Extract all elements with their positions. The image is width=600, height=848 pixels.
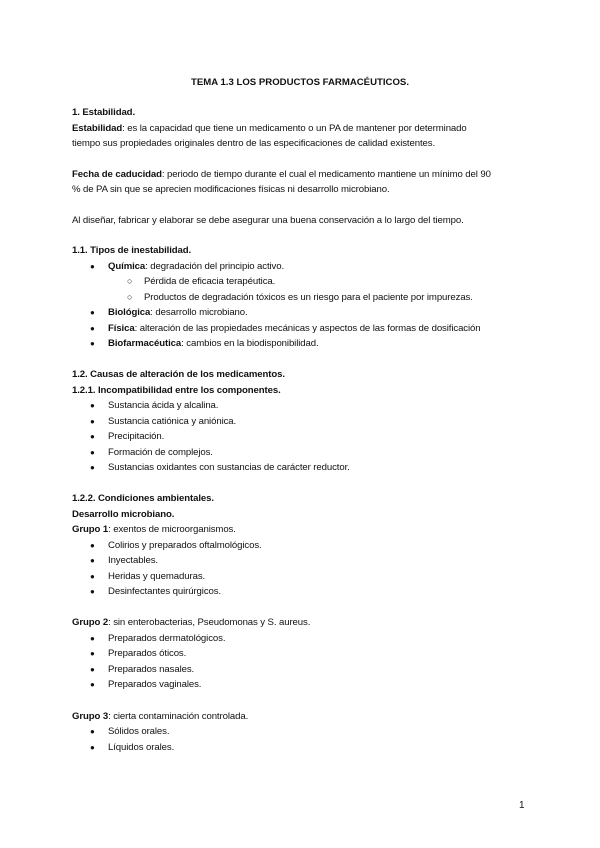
list-item-sub: Productos de degradación tóxicos es un riesgo para el paciente por impurezas. — [144, 292, 473, 303]
list-item: Sustancias oxidantes con sustancias de carácter reductor. — [108, 462, 350, 473]
bullet-icon: ● — [90, 401, 95, 410]
section-1-2-1-heading: 1.2.1. Incompatibilidad entre los componentes. — [72, 385, 281, 396]
bullet-icon: ● — [90, 308, 95, 317]
list-item: Preparados vaginales. — [108, 679, 202, 690]
desarrollo-microbiano-heading: Desarrollo microbiano. — [72, 509, 175, 520]
text-quimica: : degradación del principio activo. — [145, 261, 285, 272]
text-biologica: : desarrollo microbiano. — [150, 307, 248, 318]
bullet-icon: ● — [90, 262, 95, 271]
term-biofarmaceutica: Biofarmacéutica — [108, 338, 182, 349]
page-title: TEMA 1.3 LOS PRODUCTOS FARMACÉUTICOS. — [190, 77, 409, 88]
text-fisica: : alteración de las propiedades mecánicas y aspectos de las formas de dosificación — [134, 323, 481, 334]
estabilidad-paragraph — [72, 121, 529, 136]
bullet-icon: ● — [90, 727, 95, 736]
section-1-heading: 1. Estabilidad. — [72, 107, 136, 118]
bullet-icon: ● — [90, 324, 95, 333]
list-item: Preparados dermatológicos. — [108, 633, 226, 644]
list-item: Preparados nasales. — [108, 664, 195, 675]
bullet-icon: ● — [90, 680, 95, 689]
list-item: Sólidos orales. — [108, 726, 170, 737]
conservacion-paragraph: Al diseñar, fabricar y elaborar se debe asegurar una buena conservación a lo largo del tiempo. — [72, 215, 464, 226]
page-number: 1 — [519, 800, 525, 811]
sub-bullet-icon: ○ — [127, 292, 133, 302]
term-quimica: Química — [108, 261, 146, 272]
bullet-icon: ● — [90, 587, 95, 596]
list-item: Inyectables. — [108, 555, 158, 566]
text-biofarmaceutica: : cambios en la biodisponibilidad. — [181, 338, 319, 349]
list-item: Heridas y quemaduras. — [108, 571, 206, 582]
caducidad-definition-line-2: % de PA sin que se aprecien modificaciones físicas ni desarrollo microbiano. — [72, 184, 390, 195]
bullet-icon: ● — [90, 649, 95, 658]
bullet-icon: ● — [90, 556, 95, 565]
list-item: Colirios y preparados oftalmológicos. — [108, 540, 262, 551]
bullet-icon: ● — [90, 665, 95, 674]
estabilidad-term: Estabilidad — [72, 123, 123, 134]
list-item-fisica — [108, 321, 481, 336]
grupo-1-text: : exentos de microorganismos. — [108, 524, 236, 535]
section-1-1-heading: 1.1. Tipos de inestabilidad. — [72, 245, 192, 256]
list-item: Precipitación. — [108, 431, 165, 442]
bullet-icon: ● — [90, 448, 95, 457]
bullet-icon: ● — [90, 572, 95, 581]
list-item-sub: Pérdida de eficacia terapéutica. — [144, 276, 276, 287]
grupo-3-line — [72, 709, 248, 724]
list-item: Formación de complejos. — [108, 447, 213, 458]
list-item: Preparados óticos. — [108, 648, 187, 659]
bullet-icon: ● — [90, 339, 95, 348]
grupo-3-text: : cierta contaminación controlada. — [108, 711, 249, 722]
bullet-icon: ● — [90, 634, 95, 643]
section-1-2-heading: 1.2. Causas de alteración de los medicamentos. — [72, 369, 285, 380]
bullet-icon: ● — [90, 432, 95, 441]
list-item-biofarmaceutica — [108, 336, 319, 351]
grupo-3-label: Grupo 3 — [72, 711, 109, 722]
caducidad-definition-line-1: : periodo de tiempo durante el cual el medicamento mantiene un mínimo del 90 — [161, 169, 491, 180]
list-item: Sustancia ácida y alcalina. — [108, 400, 219, 411]
grupo-2-label: Grupo 2 — [72, 617, 109, 628]
term-fisica: Física — [108, 323, 135, 334]
grupo-1-line — [72, 522, 236, 537]
bullet-icon: ● — [90, 743, 95, 752]
list-item: Sustancia catiónica y aniónica. — [108, 416, 237, 427]
grupo-2-text: : sin enterobacterias, Pseudomonas y S. aureus. — [108, 617, 311, 628]
section-1-2-2-heading: 1.2.2. Condiciones ambientales. — [72, 493, 214, 504]
caducidad-term: Fecha de caducidad — [72, 169, 162, 180]
sub-bullet-icon: ○ — [127, 276, 133, 286]
list-item-biologica — [108, 305, 248, 320]
list-item: Líquidos orales. — [108, 742, 175, 753]
caducidad-paragraph — [72, 167, 529, 182]
list-item-quimica — [108, 259, 284, 274]
bullet-icon: ● — [90, 463, 95, 472]
grupo-2-line — [72, 615, 310, 630]
bullet-icon: ● — [90, 541, 95, 550]
estabilidad-definition-line-1: : es la capacidad que tiene un medicamento o un PA de mantener por determinado — [122, 123, 467, 134]
bullet-icon: ● — [90, 417, 95, 426]
grupo-1-label: Grupo 1 — [72, 524, 109, 535]
term-biologica: Biológica — [108, 307, 151, 318]
estabilidad-definition-line-2: tiempo sus propiedades originales dentro de las especificaciones de calidad existentes. — [72, 138, 436, 149]
list-item: Desinfectantes quirúrgicos. — [108, 586, 222, 597]
